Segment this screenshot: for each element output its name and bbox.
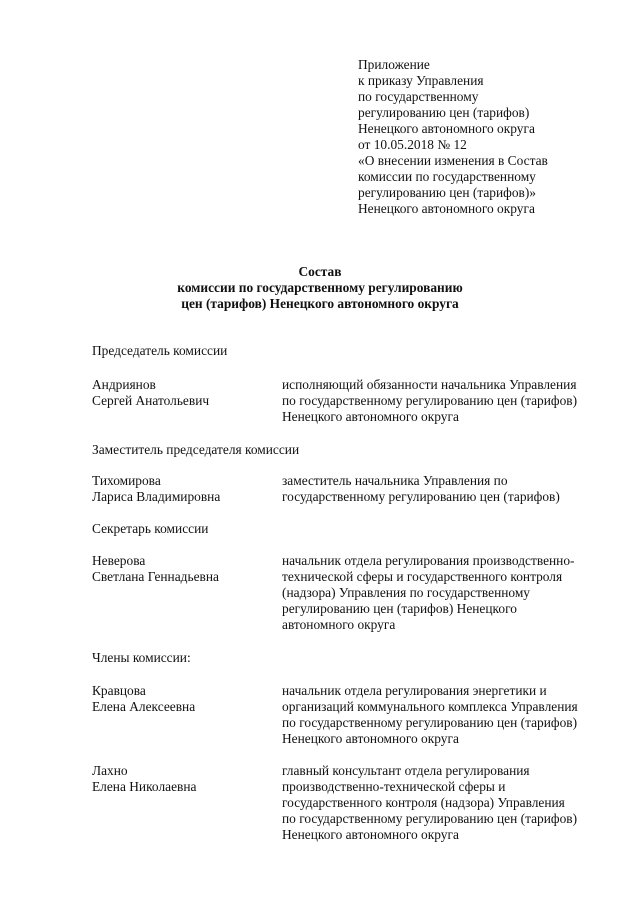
- section-heading-secretary: Секретарь комиссии: [92, 521, 209, 536]
- member-position: [282, 377, 612, 425]
- position-line: начальник отдела регулирования энергетики и: [282, 683, 547, 698]
- title-line: Состав: [298, 264, 342, 279]
- member-name: [92, 377, 282, 409]
- appendix-line: регулированию цен (тарифов): [358, 105, 530, 120]
- title-line: комиссии по государственному регулированию: [177, 280, 463, 295]
- position-line: регулированию цен (тарифов) Ненецкого: [282, 601, 517, 616]
- position-line: начальник отдела регулирования производственно-: [282, 553, 575, 568]
- position-line: по государственному регулированию цен (тарифов): [282, 393, 578, 408]
- appendix-line: «О внесении изменения в Состав: [358, 153, 548, 168]
- member-surname: Неверова: [92, 553, 146, 568]
- appendix-line: от 10.05.2018 № 12: [358, 137, 467, 152]
- member-name: [92, 763, 282, 795]
- position-line: Ненецкого автономного округа: [282, 409, 459, 424]
- member-surname: Тихомирова: [92, 473, 161, 488]
- position-line: производственно-технической сферы и: [282, 779, 506, 794]
- position-line: главный консультант отдела регулирования: [282, 763, 530, 778]
- appendix-line: регулированию цен (тарифов)»: [358, 185, 537, 200]
- document-title: [0, 264, 640, 312]
- member-position: [282, 473, 612, 505]
- appendix-line: к приказу Управления: [358, 73, 484, 88]
- member-given-name: Лариса Владимировна: [92, 489, 221, 504]
- section-heading-members: Члены комиссии:: [92, 650, 191, 665]
- position-line: заместитель начальника Управления по: [282, 473, 508, 488]
- position-line: исполняющий обязанности начальника Управления: [282, 377, 577, 392]
- member-given-name: Елена Алексеевна: [92, 699, 196, 714]
- appendix-header: [358, 57, 628, 217]
- position-line: по государственному регулированию цен (тарифов): [282, 811, 578, 826]
- appendix-line: комиссии по государственному: [358, 169, 536, 184]
- member-position: [282, 553, 612, 633]
- position-line: государственного контроля (надзора) Управления: [282, 795, 565, 810]
- appendix-line: Приложение: [358, 57, 430, 72]
- member-given-name: Светлана Геннадьевна: [92, 569, 219, 584]
- position-line: (надзора) Управления по государственному: [282, 585, 531, 600]
- position-line: государственному регулированию цен (тарифов): [282, 489, 560, 504]
- member-name: [92, 473, 282, 505]
- position-line: по государственному регулированию цен (тарифов): [282, 715, 578, 730]
- position-line: автономного округа: [282, 617, 396, 632]
- title-line: цен (тарифов) Ненецкого автономного округа: [181, 296, 459, 311]
- position-line: организаций коммунального комплекса Управления: [282, 699, 578, 714]
- position-line: технической сферы и государственного контроля: [282, 569, 563, 584]
- appendix-line: Ненецкого автономного округа: [358, 201, 535, 216]
- member-surname: Лахно: [92, 763, 128, 778]
- member-name: [92, 683, 282, 715]
- member-given-name: Елена Николаевна: [92, 779, 197, 794]
- position-line: Ненецкого автономного округа: [282, 827, 459, 842]
- member-surname: Кравцова: [92, 683, 146, 698]
- member-position: [282, 763, 612, 843]
- member-name: [92, 553, 282, 585]
- member-given-name: Сергей Анатольевич: [92, 393, 210, 408]
- section-heading-chairman: Председатель комиссии: [92, 343, 228, 358]
- section-heading-deputy: Заместитель председателя комиссии: [92, 442, 300, 457]
- appendix-line: по государственному: [358, 89, 479, 104]
- position-line: Ненецкого автономного округа: [282, 731, 459, 746]
- member-surname: Андриянов: [92, 377, 156, 392]
- appendix-line: Ненецкого автономного округа: [358, 121, 535, 136]
- member-position: [282, 683, 612, 747]
